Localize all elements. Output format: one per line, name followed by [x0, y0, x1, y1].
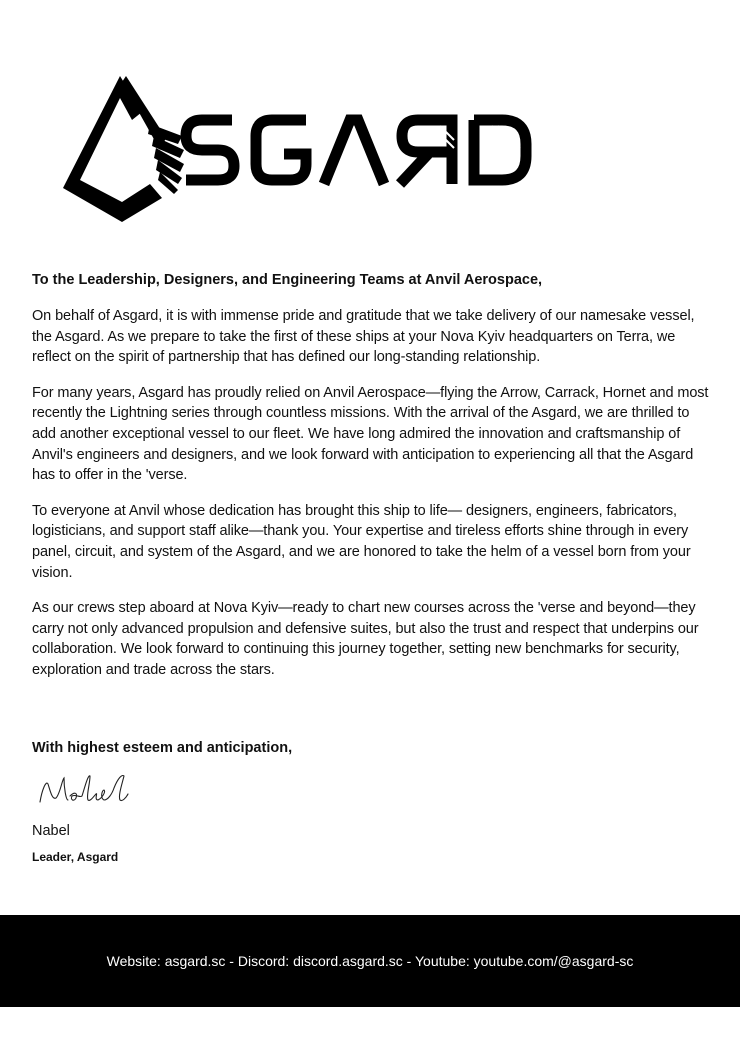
- paragraph-thanks: To everyone at Anvil whose dedication has brought this ship to life— designers, engineers, fabricators, logisticians, and support staff alike—thank you. Your expertise and tireless efforts shine through in every panel, circuit, and system of the Asgard, and we are honored to take the helm of a vessel born from your vision.: [32, 502, 691, 581]
- handwritten-signature: [36, 770, 132, 810]
- signer-title: Leader, Asgard: [32, 850, 119, 864]
- closing-line: With highest esteem and anticipation,: [32, 740, 293, 756]
- signer-name: Nabel: [32, 823, 70, 839]
- paragraph-delivery: On behalf of Asgard, it is with immense pride and gratitude that we take delivery of our namesake vessel, the Asgard. As we prepare to take the first of these ships at your Nova Kyiv headquarters on Terra, we reflect on the spirit of partnership that has defined our long-standing relationship.: [32, 308, 695, 366]
- salutation: To the Leadership, Designers, and Engineering Teams at Anvil Aerospace,: [32, 272, 543, 288]
- footer-bar: [0, 915, 740, 1007]
- asgard-logo: [62, 74, 534, 224]
- footer-contact-links[interactable]: Website: asgard.sc - Discord: discord.asgard.sc - Youtube: youtube.com/@asgard-sc: [106, 953, 634, 969]
- paragraph-future: As our crews step aboard at Nova Kyiv—ready to chart new courses across the 'verse and beyond—they carry not only advanced propulsion and defensive suites, but also the trust and respect that underpins our collaboration. We look forward to continuing this journey together, setting new benchmarks for security, exploration and trade across the stars.: [32, 600, 699, 678]
- paragraph-history: For many years, Asgard has proudly relied on Anvil Aerospace—flying the Arrow, Carrack, Hornet and most recently the Lightning series through countless missions. With the arrival of the Asgard, we are thrilled to add another exceptional vessel to our fleet. We have long admired the innovation and craftsmanship of Anvil's engineers and designers, and we look forward with anticipation to experiencing all that the Asgard has to offer in the 'verse.: [32, 384, 709, 484]
- letter-body: [32, 270, 716, 696]
